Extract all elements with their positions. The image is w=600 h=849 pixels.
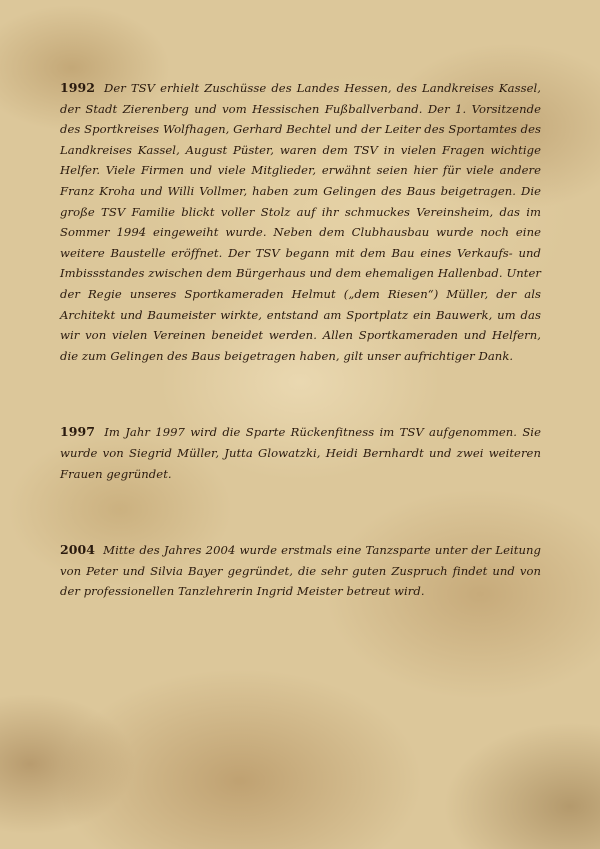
document-page [60,78,541,658]
entry-text: Im Jahr 1997 wird die Sparte Rückenfitness im TSV aufgenommen. Sie wurde von Siegrid Müller, Jutta Glowatzki, Heidi Bernhardt und zwei weiteren Frauen gegründet. [60,425,541,481]
entry-text: Der TSV erhielt Zuschüsse des Landes Hessen, des Landkreises Kassel, der Stadt Zierenberg und vom Hessischen Fußballverband. Der 1. Vorsitzende des Sportkreises Wolfhagen, Gerhard Bechtel und der Leiter des Sportamtes des Landkreises Kassel, August Püster, waren dem TSV in vielen Fragen wichtige Helfer. Viele Firmen und viele Mitglieder, erwähnt seien hier für viele andere Franz Kroha und Willi Vollmer, haben zum Gelingen des Baus beigetragen. Die große TSV Familie blickt voller Stolz auf ihr schmuckes Vereinsheim, das im Sommer 1994 eingeweiht wurde. Neben dem Clubhausbau wurde noch eine weitere Baustelle eröffnet. Der TSV begann mit dem Bau eines Verkaufs- und Imbissstandes zwischen dem Bürgerhaus und dem ehemaligen Hallenbad. Unter der Regie unseres Sportkameraden Helmut („dem Riesen“) Müller, der als Architekt und Baumeister wirkte, entstand am Sportplatz ein Bauwerk, um das wir von vielen Vereinen beneidet werden. Allen Sportkameraden und Helfern, die zum Gelingen des Baus beigetragen haben, gilt unser aufrichtiger Dank. [60,81,541,363]
chronicle-entry-1997 [60,422,541,484]
chronicle-entry-2004 [60,540,541,602]
entry-text: Mitte des Jahres 2004 wurde erstmals eine Tanzsparte unter der Leitung von Peter und Silvia Bayer gegründet, die sehr guten Zuspruch findet und von der professionellen Tanzlehrerin Ingrid Meister betreut wird. [60,543,541,599]
entry-year: 1992 [60,80,95,95]
entry-year: 2004 [60,542,95,558]
entry-year: 1997 [60,424,95,440]
chronicle-entry-1992 [60,78,541,366]
